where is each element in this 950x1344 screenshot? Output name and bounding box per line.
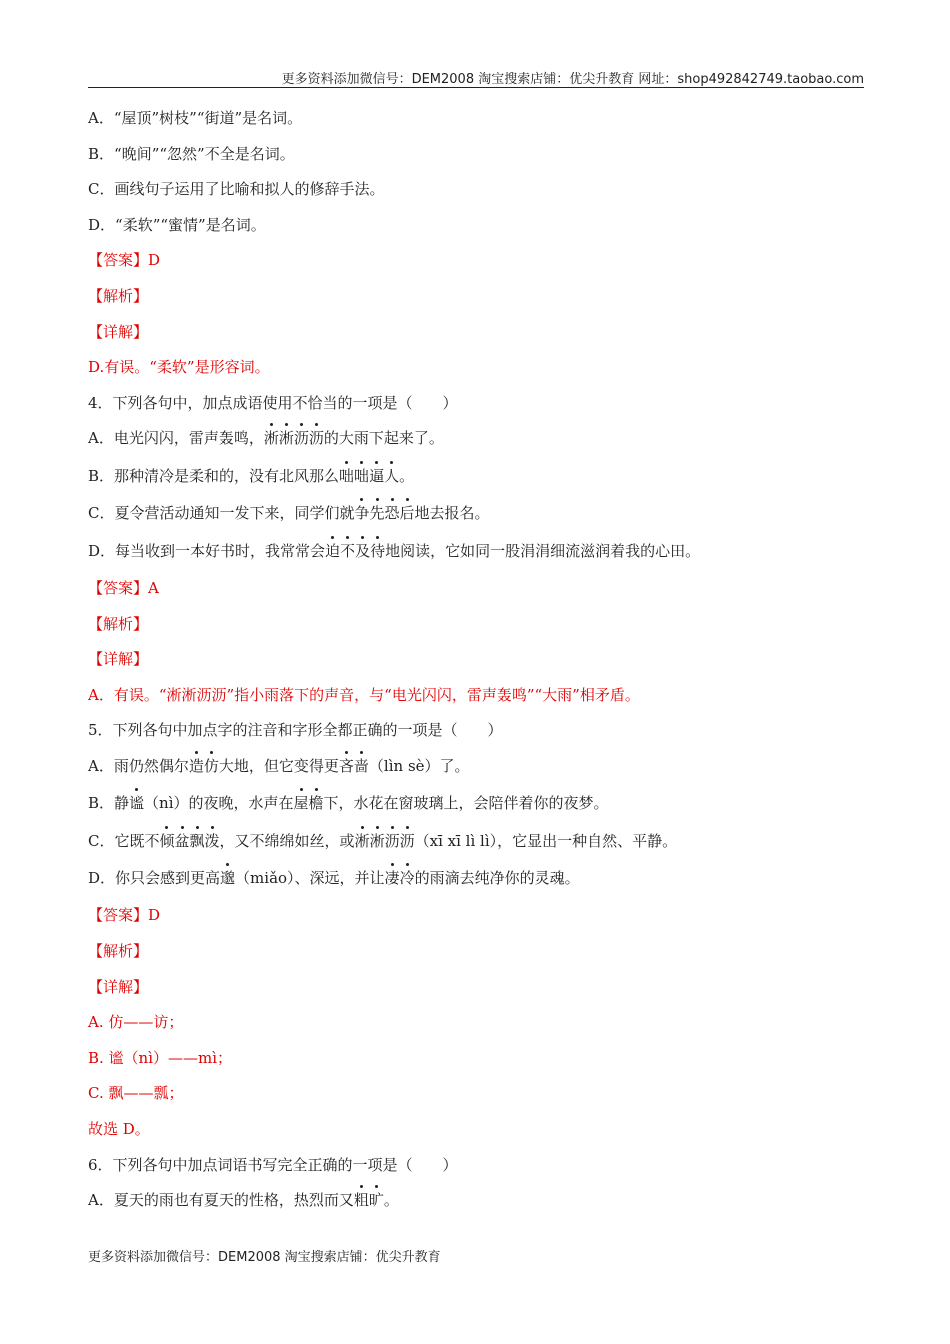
dotted-char: 沥 [293,429,309,448]
dotted-char: 倾 [159,831,175,850]
q5-analysis-label: 【解析】 [88,942,149,961]
q6-a-post: 。 [383,1191,399,1210]
q4-d-pre: D．每当收到一本好书时，我常常会 [88,541,326,560]
q5-conclusion: 故选 D。 [88,1120,150,1138]
q5-option-d [88,868,878,888]
page-header: 更多资料添加微信号：DEM2008 淘宝搜索店铺：优尖升教育 网址：shop492842749.taobao.com [281,72,864,87]
dotted-char: 恐 [384,504,400,523]
q4-option-d [88,541,878,561]
q4-b-pre: B．那种清冷是柔和的，没有北风那么 [88,466,340,485]
q4-answer: 【答案】A [88,578,159,597]
q4-c-pre: C．夏令营活动通知一发下来，同学们就 [88,504,355,523]
dotted-char: 沥 [308,429,324,448]
q5-a-pre: A．雨仍然偶尔 [88,756,189,775]
q5-explanation-c: C. 飘——瓢； [88,1084,184,1103]
q5-a-dotted-char-2: 仿 [203,756,219,775]
q4-c-dotted-idiom [354,504,414,522]
q3-option-a: A．“屋顶”树枝”“街道”是名词。 [88,109,303,127]
q5-c-mid: ，又不绵绵如丝，或 [219,831,355,850]
dotted-char: 先 [369,504,385,523]
q4-option-c [88,503,878,523]
q4-stem: 4．下列各句中，加点成语使用不恰当的一项是（ ） [88,393,458,412]
q5-b-dotted-char-1: 谧 [129,794,145,813]
dotted-char: 泼 [204,831,220,850]
q5-c-pre: C．它既不 [88,831,160,850]
q5-explanation-a: A. 仿——访； [88,1013,184,1032]
q5-a-mid: 大地，但它变得更 [218,756,339,775]
q6-a-dotted-char-2: 旷 [368,1191,384,1210]
q3-answer: 【答案】D [88,251,161,270]
q4-b-dotted-idiom [339,467,399,485]
q3-analysis-label: 【解析】 [88,286,149,305]
q5-b-post: 下，水花在窗玻璃上，会陪伴着你的夜梦。 [323,794,609,813]
dotted-char: 飘 [189,831,205,850]
dotted-char: 咄 [339,466,355,485]
dotted-char: 迫 [325,541,341,560]
dotted-char: 争 [354,504,370,523]
q5-stem: 5．下列各句中加点字的注音和字形全都正确的一项是（ ） [88,721,503,740]
q5-d-dotted-char-3: 冷 [399,869,415,888]
q5-detail-label: 【详解】 [88,977,149,996]
q6-option-a [88,1190,878,1210]
q4-analysis-label: 【解析】 [88,614,149,633]
q5-option-c [88,831,878,851]
q5-answer: 【答案】D [88,906,161,925]
q5-a-dotted-char-3: 吝 [338,756,354,775]
q5-a-dotted-char-4: 啬 [353,756,369,775]
q5-d-pre: D．你只会感到更高 [88,869,221,888]
dotted-char: 沥 [384,831,400,850]
q4-b-post: 。 [399,466,415,485]
q4-d-dotted-idiom [325,542,385,560]
dotted-char: 及 [355,541,371,560]
dotted-char: 待 [370,541,386,560]
q5-c-dotted-word-1 [159,832,219,850]
dotted-char: 淅 [354,831,370,850]
q5-a-dotted-char-1: 造 [188,756,204,775]
q4-d-post: 地阅读，它如同一股涓涓细流滋润着我的心田。 [385,541,701,560]
page-footer: 更多资料添加微信号：DEM2008 淘宝搜索店铺：优尖升教育 [88,1250,441,1265]
q5-a-post: （lìn sè）了。 [368,756,470,775]
q3-detail-label: 【详解】 [88,322,149,341]
q5-option-a [88,756,878,776]
dotted-char: 逼 [369,466,385,485]
q5-d-post: 的雨滴去纯净你的灵魂。 [414,869,580,888]
q5-c-post: （xī xī lì lì），它显出一种自然、平静。 [414,831,678,850]
dotted-char: 淅 [369,831,385,850]
q5-b-pre: B．静 [88,794,130,813]
q5-b-mid: （nì）的夜晚，水声在 [144,794,294,813]
q5-b-dotted-char-3: 檐 [308,794,324,813]
q6-stem: 6．下列各句中加点词语书写完全正确的一项是（ ） [88,1155,458,1174]
document-body [88,108,878,1228]
dotted-char: 沥 [399,831,415,850]
q3-option-d: D．“柔软”“蜜情”是名词。 [88,215,266,234]
q4-a-dotted-idiom [264,429,324,447]
q6-a-dotted-char-1: 粗 [353,1191,369,1210]
q4-detail-label: 【详解】 [88,650,149,669]
q4-a-post: 的大雨下起来了。 [323,429,444,448]
q4-option-a [88,428,878,448]
header-divider [88,87,864,88]
q4-option-b [88,466,878,486]
q5-option-b [88,793,878,813]
q6-a-pre: A．夏天的雨也有夏天的性格，热烈而又 [88,1191,354,1210]
dotted-char: 盆 [174,831,190,850]
q5-d-dotted-char-2: 凄 [384,869,400,888]
q3-option-c: C．画线句子运用了比喻和拟人的修辞手法。 [88,180,385,199]
q4-a-pre: A．电光闪闪，雷声轰鸣， [88,429,264,448]
q4-explanation: A．有误。“淅淅沥沥”指小雨落下的声音，与“电光闪闪，雷声轰鸣”“大雨”相矛盾。 [88,685,640,704]
dotted-char: 后 [399,504,415,523]
q3-option-b: B．“晚间”“忽然”不全是名词。 [88,144,295,163]
q5-b-dotted-char-2: 屋 [293,794,309,813]
q5-explanation-b: B. 谧（nì）——mì； [88,1048,233,1067]
q5-d-mid: （miǎo）、深远，并让 [235,869,385,888]
q3-explanation: D.有误。“柔软”是形容词。 [88,358,270,377]
q5-c-dotted-word-2 [355,832,415,850]
dotted-char: 淅 [263,429,279,448]
dotted-char: 咄 [354,466,370,485]
q4-c-post: 地去报名。 [414,504,490,523]
dotted-char: 人 [384,466,400,485]
dotted-char: 淅 [278,429,294,448]
dotted-char: 不 [340,541,356,560]
q5-d-dotted-char-1: 邈 [220,869,236,888]
